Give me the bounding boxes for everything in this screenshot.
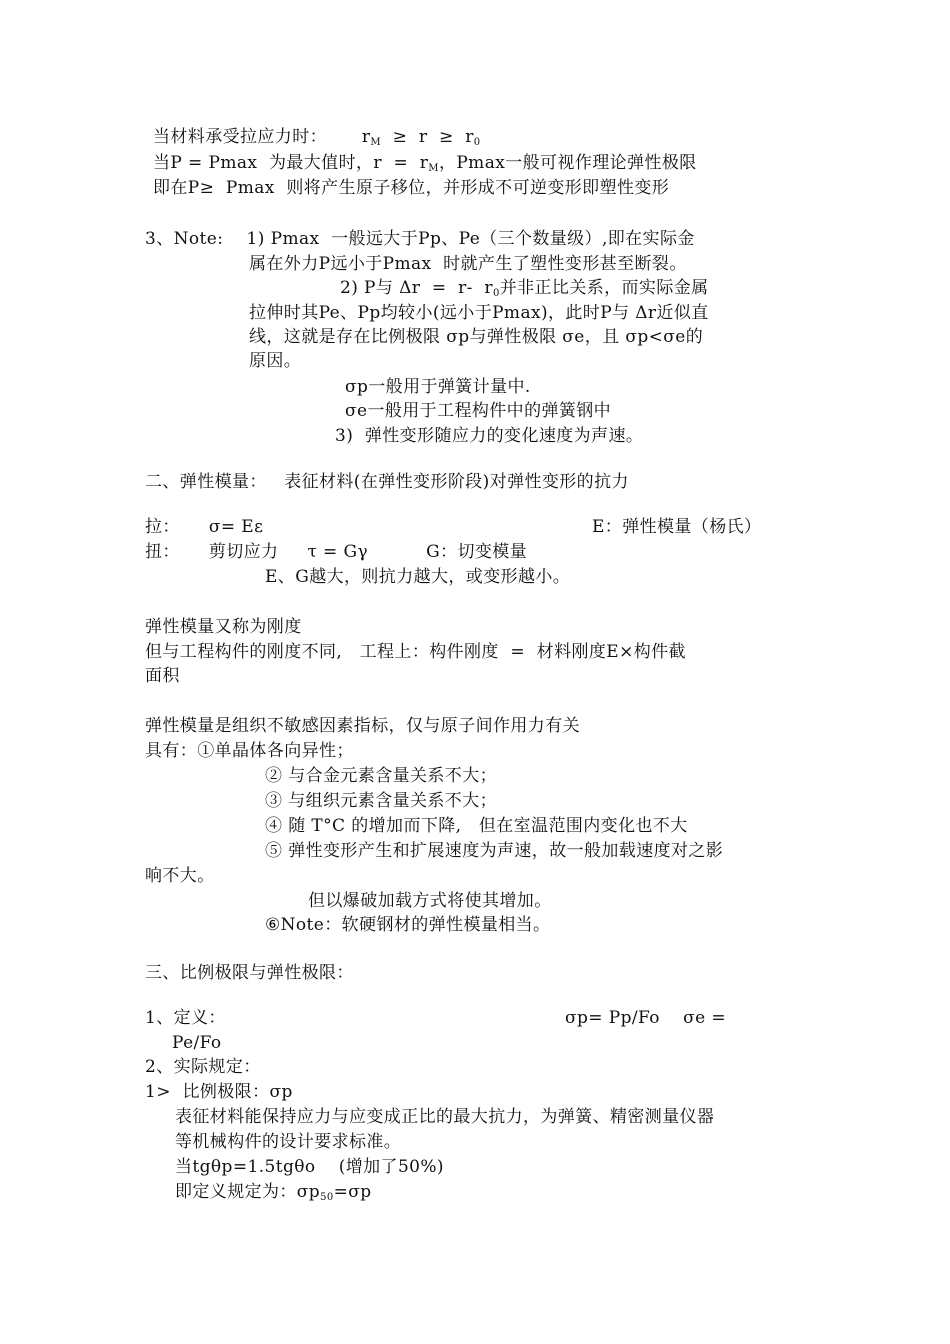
text-line: 当P = Pmax 为最大值时，$r = r_M$，Pmax一般可视作理论弹性极限 — [153, 153, 697, 174]
text-line: 2、实际规定： — [145, 1057, 261, 1077]
text-line: 2) P与 Δr = r- $r_0$并非正比关系，而实际金属 — [340, 278, 709, 299]
text-line: 当材料承受拉应力时： $r_M \ge r \ge r_0$ — [153, 127, 481, 148]
text-line: 即在P≥ Pmax 则将产生原子移位，并形成不可逆变形即塑性变形 — [153, 178, 670, 198]
text-line: 弹性模量是组织不敏感因素指标，仅与原子间作用力有关 — [145, 716, 580, 736]
list-item: ② 与合金元素含量关系不大； — [265, 766, 498, 786]
text-line: 拉： σ= Eε — [145, 517, 264, 537]
text-line: 等机械构件的设计要求标准。 — [175, 1132, 402, 1152]
text-line: 属在外力P远小于Pmax 时就产生了塑性变形甚至断裂。 — [249, 254, 687, 274]
text-line: E：弹性模量（杨氏） — [592, 517, 762, 537]
text-line: 具有：①单晶体各向异性； — [145, 741, 354, 761]
text-line: 1> 比例极限：σp — [145, 1082, 293, 1102]
text-line: σp= Pp/Fo σe = — [565, 1008, 727, 1028]
text-line: 弹性模量又称为刚度 — [145, 617, 302, 637]
text-line: 但以爆破加载方式将使其增加。 — [308, 891, 552, 911]
text-line: 但与工程构件的刚度不同, 工程上：构件刚度 = 材料刚度E×构件截 — [145, 642, 686, 662]
text-line: E、G越大，则抗力越大，或变形越小。 — [265, 567, 571, 587]
list-item: ③ 与组织元素含量关系不大； — [265, 791, 498, 811]
text-line: 拉伸时其Pe、Pp均较小(远小于Pmax)，此时P与 Δr近似直 — [249, 303, 709, 323]
text-line: 表征材料能保持应力与应变成正比的最大抗力，为弹簧、精密测量仪器 — [175, 1107, 715, 1127]
text-line: 即定义规定为：$\sigma p_{50}=\sigma p$ — [175, 1182, 372, 1203]
heading: 三、比例极限与弹性极限： — [145, 963, 354, 983]
text-line: 响不大。 — [145, 866, 215, 886]
list-item: ⑤ 弹性变形产生和扩展速度为声速，故一般加载速度对之影 — [265, 841, 724, 861]
text-line: 3) 弹性变形随应力的变化速度为声速。 — [335, 426, 644, 446]
text-line: σp一般用于弹簧计量中. — [345, 377, 531, 397]
text-line: 线，这就是存在比例极限 σp与弹性极限 σe，且 σp<σe的 — [249, 327, 704, 347]
list-item: ④ 随 T°C 的增加而下降, 但在室温范围内变化也不大 — [265, 816, 688, 836]
heading: 二、弹性模量： 表征材料(在弹性变形阶段)对弹性变形的抗力 — [145, 472, 629, 492]
text-line: σe一般用于工程构件中的弹簧钢中 — [345, 401, 612, 421]
list-item: ⑥Note：软硬钢材的弹性模量相当。 — [265, 915, 551, 935]
text-line: 3、Note: 1) Pmax 一般远大于Pp、Pe（三个数量级）,即在实际金 — [145, 229, 695, 249]
text-line: Pe/Fo — [172, 1033, 222, 1053]
text-line: 面积 — [145, 666, 180, 686]
text-line: 1、定义： — [145, 1008, 226, 1028]
text-line: 原因。 — [249, 351, 302, 371]
text-line: 扭： 剪切应力 τ = Gγ G：切变模量 — [145, 542, 528, 562]
text-line: 当tgθp=1.5tgθo (增加了50%) — [175, 1157, 444, 1177]
